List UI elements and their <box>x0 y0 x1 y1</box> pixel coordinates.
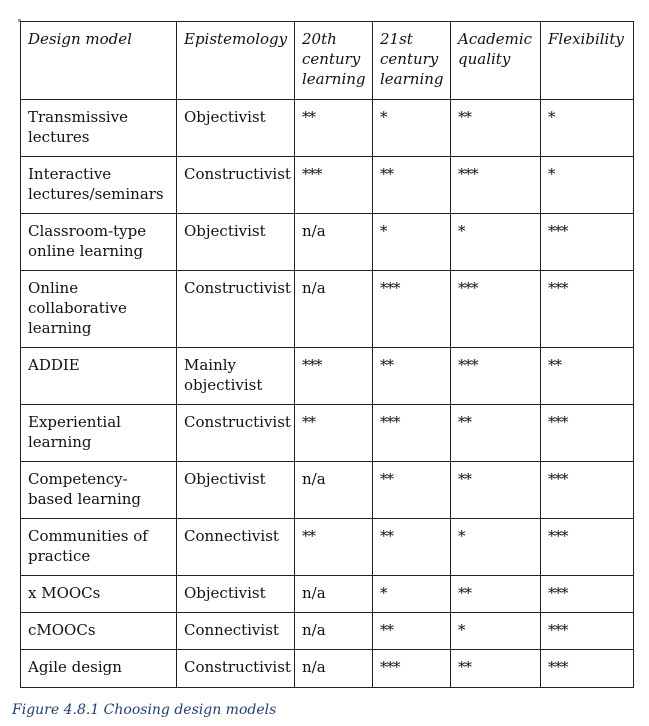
cell-epistemology: Objectivist <box>177 462 295 519</box>
cell-academic-quality-rating: *** <box>451 271 541 348</box>
cell-design-model: Experiential learning <box>21 405 177 462</box>
table-body <box>21 100 634 688</box>
table-row <box>21 576 634 613</box>
cell-20th-century-rating: n/a <box>295 650 373 688</box>
cell-design-model: ADDIE <box>21 348 177 405</box>
cell-academic-quality-rating: * <box>451 214 541 271</box>
table-row <box>21 462 634 519</box>
table-row <box>21 650 634 688</box>
table-row <box>21 613 634 650</box>
cell-21st-century-rating: ** <box>373 519 451 576</box>
cell-flexibility-rating: *** <box>541 462 634 519</box>
cell-epistemology: Objectivist <box>177 576 295 613</box>
cell-21st-century-rating: *** <box>373 405 451 462</box>
cell-flexibility-rating: ** <box>541 348 634 405</box>
cell-flexibility-rating: *** <box>541 214 634 271</box>
cell-academic-quality-rating: * <box>451 613 541 650</box>
cell-21st-century-rating: *** <box>373 650 451 688</box>
cell-design-model: Transmissive lectures <box>21 100 177 157</box>
cell-21st-century-rating: ** <box>373 462 451 519</box>
cell-epistemology: Constructivist <box>177 271 295 348</box>
cell-academic-quality-rating: *** <box>451 348 541 405</box>
cell-epistemology: Objectivist <box>177 100 295 157</box>
cell-academic-quality-rating: ** <box>451 650 541 688</box>
cell-flexibility-rating: *** <box>541 576 634 613</box>
cell-design-model: Competency-based learning <box>21 462 177 519</box>
header-epistemology: Epistemology <box>177 22 295 100</box>
cell-academic-quality-rating: ** <box>451 405 541 462</box>
cell-epistemology: Constructivist <box>177 405 295 462</box>
cell-design-model: x MOOCs <box>21 576 177 613</box>
cell-flexibility-rating: * <box>541 100 634 157</box>
table-header-row <box>21 22 634 100</box>
table-row <box>21 271 634 348</box>
cell-design-model: cMOOCs <box>21 613 177 650</box>
cell-academic-quality-rating: ** <box>451 100 541 157</box>
cell-21st-century-rating: ** <box>373 613 451 650</box>
header-21st-century: 21st century learning <box>373 22 451 100</box>
table-row <box>21 157 634 214</box>
cell-21st-century-rating: * <box>373 214 451 271</box>
cell-epistemology: Constructivist <box>177 157 295 214</box>
cell-20th-century-rating: *** <box>295 157 373 214</box>
table-row <box>21 214 634 271</box>
header-20th-century: 20th century learning <box>295 22 373 100</box>
cell-20th-century-rating: *** <box>295 348 373 405</box>
cell-21st-century-rating: *** <box>373 271 451 348</box>
table-row <box>21 100 634 157</box>
cell-epistemology: Connectivist <box>177 519 295 576</box>
cell-21st-century-rating: ** <box>373 157 451 214</box>
cell-academic-quality-rating: ** <box>451 576 541 613</box>
header-flexibility: Flexibility <box>541 22 634 100</box>
cell-21st-century-rating: * <box>373 100 451 157</box>
table-row <box>21 405 634 462</box>
cell-20th-century-rating: n/a <box>295 462 373 519</box>
cell-design-model: Interactive lectures/seminars <box>21 157 177 214</box>
cell-21st-century-rating: ** <box>373 348 451 405</box>
cell-flexibility-rating: *** <box>541 613 634 650</box>
cell-design-model: Communities of practice <box>21 519 177 576</box>
cell-design-model: Classroom-type online learning <box>21 214 177 271</box>
cell-20th-century-rating: n/a <box>295 271 373 348</box>
cell-flexibility-rating: *** <box>541 271 634 348</box>
cell-20th-century-rating: n/a <box>295 576 373 613</box>
cell-epistemology: Mainly objectivist <box>177 348 295 405</box>
cell-20th-century-rating: n/a <box>295 214 373 271</box>
cell-academic-quality-rating: *** <box>451 157 541 214</box>
cell-epistemology: Objectivist <box>177 214 295 271</box>
cell-20th-century-rating: ** <box>295 405 373 462</box>
cell-academic-quality-rating: ** <box>451 462 541 519</box>
cell-epistemology: Constructivist <box>177 650 295 688</box>
cell-flexibility-rating: * <box>541 157 634 214</box>
cell-20th-century-rating: n/a <box>295 613 373 650</box>
cell-20th-century-rating: ** <box>295 519 373 576</box>
cell-flexibility-rating: *** <box>541 650 634 688</box>
header-academic-quality: Academic quality <box>451 22 541 100</box>
design-models-table <box>20 21 634 688</box>
cell-flexibility-rating: *** <box>541 519 634 576</box>
header-design-model: Design model <box>21 22 177 100</box>
table-row <box>21 519 634 576</box>
cell-design-model: Online collaborative learning <box>21 271 177 348</box>
cell-epistemology: Connectivist <box>177 613 295 650</box>
figure-caption: Figure 4.8.1 Choosing design models <box>12 702 277 718</box>
cell-21st-century-rating: * <box>373 576 451 613</box>
table-row <box>21 348 634 405</box>
cell-design-model: Agile design <box>21 650 177 688</box>
cell-academic-quality-rating: * <box>451 519 541 576</box>
cell-flexibility-rating: *** <box>541 405 634 462</box>
cell-20th-century-rating: ** <box>295 100 373 157</box>
